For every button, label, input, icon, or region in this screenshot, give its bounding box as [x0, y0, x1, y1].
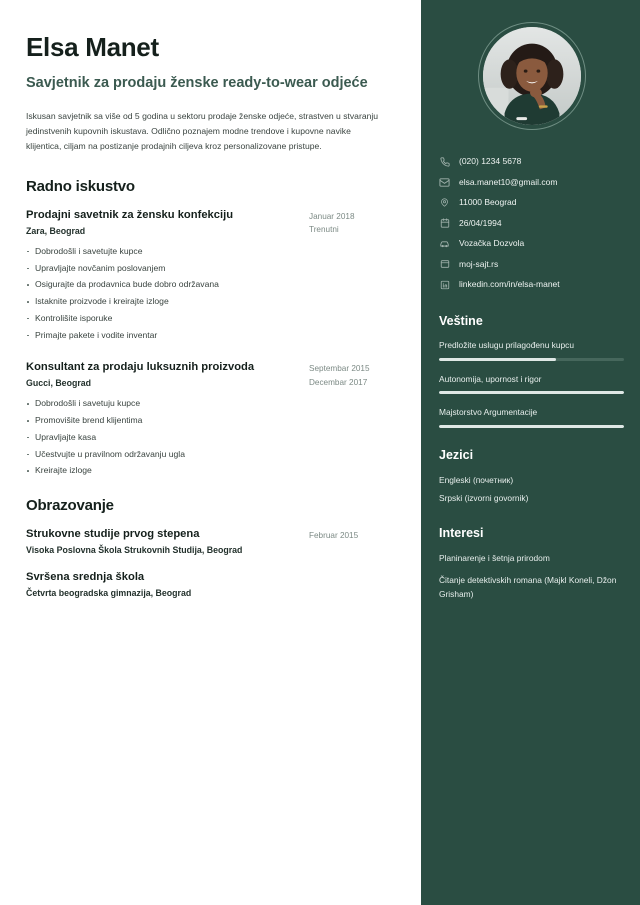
job-title: Konsultant za prodaju luksuznih proizvoda: [26, 361, 255, 374]
experience-entry-info: [26, 209, 233, 243]
education-entry-info: [26, 528, 242, 555]
education-section: [26, 497, 391, 598]
email-icon: [439, 177, 450, 188]
contact-item[interactable]: [439, 218, 624, 229]
experience-bullet: Učestvujte u pravilnom održavanju ugla: [26, 446, 391, 463]
contact-value: (020) 1234 5678: [459, 156, 522, 166]
job-date-end: Decembar 2017: [309, 377, 368, 387]
skill-label: Autonomija, upornost i rigor: [439, 373, 542, 384]
education-date-value: Februar 2015: [309, 531, 359, 541]
education-date: [309, 571, 391, 572]
contact-value: Vozačka Dozvola: [459, 238, 525, 249]
education-school: Četvrta beogradska gimnazija, Beograd: [26, 588, 192, 599]
experience-entry: [26, 361, 391, 479]
location-icon: [439, 197, 450, 208]
contact-value: linkedin.com/in/elsa-manet: [459, 279, 560, 290]
job-date-range: [309, 361, 391, 389]
job-title: Prodajni savetnik za žensku konfekciju: [26, 208, 234, 221]
education-entry-header: [26, 528, 391, 555]
experience-bullet: Dobrodošli i savetuju kupce: [26, 395, 391, 412]
interests-section: [439, 526, 624, 601]
education-entry: [26, 571, 391, 598]
experience-entry-info: [26, 361, 254, 395]
education-degree: Strukovne studije prvog stepena: [26, 528, 200, 541]
education-section-title: Obrazovanje: [26, 497, 114, 515]
skill-level-bar: [439, 391, 624, 394]
skills-section: [439, 314, 624, 428]
interest-item: Čitanje detektivskih romana (Majkl Koneli, Džon Grisham): [439, 575, 617, 599]
experience-bullet: Upravljajte novčanim poslovanjem: [26, 260, 391, 277]
contact-item[interactable]: [439, 279, 624, 290]
website-icon: [439, 259, 450, 269]
contact-value: 26/04/1994: [459, 217, 502, 228]
contact-list: [439, 156, 624, 290]
profile-photo: [483, 27, 581, 125]
language-item: Srpski (izvorni govornik): [439, 492, 529, 503]
interest-item: Planinarenje i šetnja prirodom: [439, 552, 550, 563]
calendar-icon: [439, 218, 450, 228]
contact-item[interactable]: [439, 259, 624, 270]
profile-photo-illustration: [483, 27, 581, 125]
skill-label: Majstorstvo Argumentacije: [439, 407, 538, 418]
car-icon: [439, 239, 450, 249]
contact-item[interactable]: [439, 197, 624, 208]
skill-level-bar: [439, 425, 624, 428]
linkedin-icon: [439, 280, 450, 290]
skill-level-bar: [439, 358, 624, 361]
languages-section-title: Jezici: [439, 447, 474, 462]
job-date-start: Januar 2018: [309, 211, 355, 221]
job-date-range: [309, 209, 391, 237]
experience-section-title: Radno iskustvo: [26, 177, 135, 195]
experience-bullet: Osigurajte da prodavnica bude dobro održavana: [26, 276, 391, 293]
experience-entry: [26, 209, 391, 344]
education-degree: Svršena srednja škola: [26, 571, 145, 584]
education-entry: [26, 528, 391, 555]
skills-section-title: Veštine: [439, 314, 483, 329]
experience-entry-header: [26, 361, 391, 395]
experience-entry-header: [26, 209, 391, 243]
experience-bullet: Promovišite brend klijentima: [26, 412, 391, 429]
skill-level-fill: [439, 391, 624, 394]
experience-bullet: Kreirajte izloge: [26, 462, 391, 479]
job-organization: Zara, Beograd: [26, 225, 86, 236]
language-item: Engleski (почетник): [439, 474, 514, 485]
contact-item[interactable]: [439, 156, 624, 167]
skill-item: [439, 340, 624, 361]
profile-summary: Iskusan savjetnik sa više od 5 godina u sektoru prodaje ženske odjeće, strastven u stvaranju jedinstvenih kupovnih iskustava. Odlično poznajem modne trendove i kupovne navike klijentica, ciljam na postizanje prodajnih ciljeva kroz personalizovane pristupe.: [26, 110, 379, 151]
job-date-start: Septembar 2015: [309, 364, 370, 374]
experience-bullet: Istaknite proizvode i kreirajte izloge: [26, 293, 391, 310]
languages-section: [439, 448, 624, 506]
experience-bullet: Primajte pakete i vodite inventar: [26, 327, 391, 344]
resume-sidebar: [421, 0, 640, 905]
skill-item: [439, 374, 624, 395]
interests-section-title: Interesi: [439, 525, 484, 540]
education-date: [309, 528, 391, 543]
skill-label: Predložite uslugu prilagođenu kupcu: [439, 340, 575, 351]
contact-value: moj-sajt.rs: [459, 258, 499, 269]
experience-bullet: Dobrodošli i savetujte kupce: [26, 243, 391, 260]
page-title: Elsa Manet: [26, 32, 159, 62]
phone-icon: [439, 157, 450, 167]
contact-item[interactable]: [439, 238, 624, 249]
job-responsibility-list: [26, 243, 391, 344]
skill-level-fill: [439, 358, 556, 361]
experience-bullet: Kontrolišite isporuke: [26, 310, 391, 327]
avatar: [478, 22, 586, 130]
education-entry-info: [26, 571, 191, 598]
contact-value: 11000 Beograd: [459, 197, 517, 208]
experience-section: [26, 178, 391, 479]
experience-bullet: Upravljajte kasa: [26, 429, 391, 446]
skill-level-fill: [439, 425, 624, 428]
job-date-end: Trenutni: [309, 225, 339, 235]
job-organization: Gucci, Beograd: [26, 378, 92, 389]
skill-item: [439, 407, 624, 428]
education-entry-header: [26, 571, 391, 598]
contact-value: elsa.manet10@gmail.com: [459, 176, 558, 187]
job-responsibility-list: [26, 395, 391, 479]
education-school: Visoka Poslovna Škola Strukovnih Studija, Beograd: [26, 545, 243, 556]
contact-item[interactable]: [439, 177, 624, 188]
professional-headline: Savjetnik za prodaju ženske ready-to-wear odjeće: [26, 75, 368, 91]
